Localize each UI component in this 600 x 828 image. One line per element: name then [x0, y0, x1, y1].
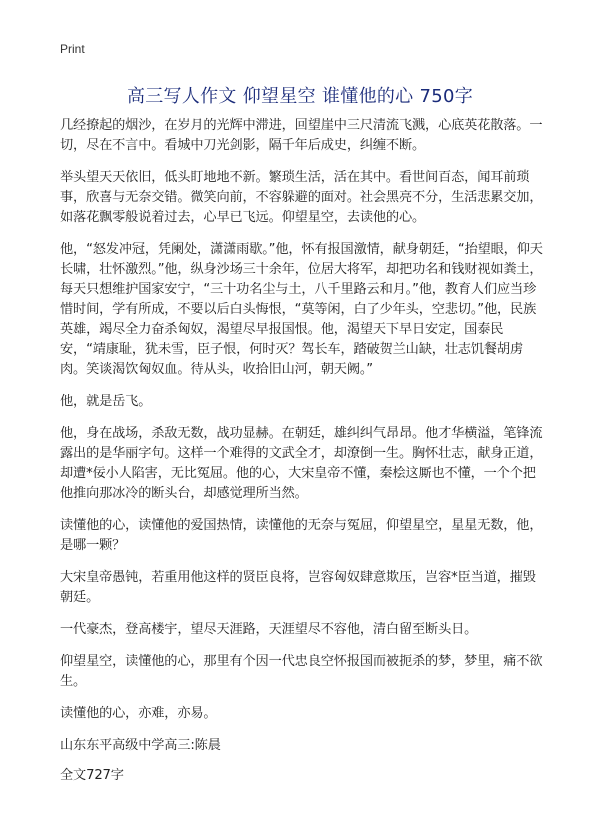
paragraph-10: 读懂他的心，亦难，亦易。: [60, 706, 217, 721]
paragraph-2: 举头望天天依旧，低头盯地地不新。繁琐生活，活在其中。看世间百态，闻耳前琐事，欣喜与无奈交错。微笑向前，不容躲避的面对。社会黑亮不分，生活悲累交加，如落花飘零般说着过去，心早已飞远。仰望星空，去读他的心。: [60, 170, 543, 225]
paragraph-9: 仰望星空，读懂他的心，那里有个因一代忠良空怀报国而被扼杀的梦，梦里，痛不欲生。: [60, 654, 543, 689]
print-link[interactable]: Print: [60, 42, 85, 56]
page-title: 高三写人作文 仰望星空 谁懂他的心 750字: [126, 86, 474, 107]
paragraph-4: 他，就是岳飞。: [60, 394, 152, 409]
author-line: 山东东平高级中学高三:陈晨: [60, 738, 221, 753]
word-count: 全文727字: [60, 768, 124, 783]
paragraph-5: 他，身在战场，杀敌无数，战功显赫。在朝廷，雄纠纠气昂昂。他才华横溢，笔锋流露出的是华丽字句。这样一个难得的文武全才，却潦倒一生。胸怀壮志，献身正道，却遭*佞小人陷害，无比冤屈。他的心，大宋皇帝不懂，秦桧这厮也不懂，一个个把他推向那冰冷的断头台，却感觉理所当然。: [60, 426, 543, 501]
paragraph-6: 读懂他的心，读懂他的爱国热情，读懂他的无奈与冤屈，仰望星空，星星无数，他，是哪一颗？: [60, 518, 543, 553]
article-body: [60, 116, 548, 798]
paragraph-3: 他，“怒发冲冠，凭阑处，潇潇雨歇。”他，怀有报国激情，献身朝廷，“抬望眼，仰天长啸，壮怀激烈。”他，纵身沙场三十余年，位居大将军，却把功名和钱财视如粪土，每天只想维护国家安宁，“三十功名尘与土，八千里路云和月。”他，教育人们应当珍惜时间，学有所成，不要以后白头悔恨，“莫等闲，白了少年头，空悲切。”他，民族英雄，竭尽全力奋杀匈奴，渴望尽早报国恨。他，渴望天下早日安定，国泰民安，“靖康耻，犹未雪，臣子恨，何时灭？驾长车，踏破贺兰山缺，壮志饥餐胡虏肉。笑谈渴饮匈奴血。待从头，收拾旧山河，朝天阙。”: [60, 242, 543, 377]
paragraph-1: 几经撩起的烟沙，在岁月的光辉中滞进，回望崖中三尺清流飞溅，心底英花散落。一切，尽在不言中。看城中刀光剑影，隔千年后成史，纠缠不断。: [60, 118, 543, 153]
paragraph-7: 大宋皇帝愚钝，若重用他这样的贤臣良将，岂容匈奴肆意欺压，岂容*臣当道，摧毁朝廷。: [60, 570, 536, 605]
paragraph-8: 一代豪杰，登高楼宇，望尽天涯路，天涯望尽不容他，清白留至断头日。: [60, 622, 478, 637]
